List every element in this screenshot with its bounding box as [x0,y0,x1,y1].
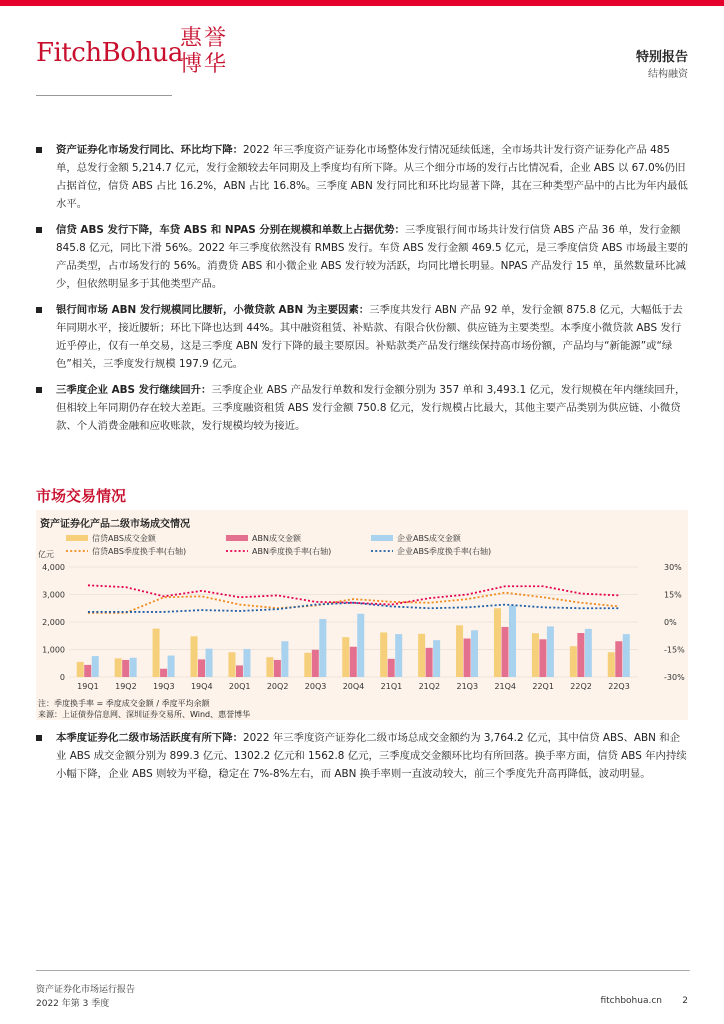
bullet-square-icon [36,307,42,313]
footer-divider [36,970,690,971]
y-tick-label: 2,000 [42,618,65,627]
key-point-lead: 银行间市场 ABN 发行规模同比腰斩，小微贷款 ABN 为主要因素： [56,304,370,316]
footer-website-link[interactable]: fitchbohua.cn [600,996,662,1006]
key-point [36,141,690,213]
bar-abn [198,659,205,677]
bar-abn [577,633,584,677]
footer-page-number: 2 [682,996,688,1006]
x-tick-label: 22Q2 [570,682,592,691]
y2-tick-label: -30% [664,673,685,682]
x-tick-label: 21Q2 [418,682,441,691]
footer-report-name: 资产证券化市场运行报告 [36,985,136,995]
key-point-lead: 资产证券化市场发行同比、环比均下降： [56,144,244,156]
x-tick-label: 22Q3 [608,682,630,691]
fitchbohua-logo-chinese [180,26,240,78]
x-tick-label: 20Q3 [304,682,327,691]
chart-source: 来源：上证债券信息网、深圳证券交易所、Wind、惠誉博华 [38,710,251,719]
bar-abn [539,639,546,677]
bar-credit-abs [342,637,349,677]
chart-notes [38,698,250,720]
bar-credit-abs [532,633,539,677]
bar-corp-abs [585,629,592,677]
secondary-market-chart [36,532,688,717]
x-tick-label: 21Q4 [494,682,517,691]
x-tick-label: 20Q1 [228,682,251,691]
bar-corp-abs [433,640,440,677]
key-point-lead: 三季度企业 ABS 发行继续回升： [56,384,212,396]
bar-abn [236,665,243,677]
bar-credit-abs [608,652,615,677]
key-point-lead: 信贷 ABS 发行下降，车贷 ABS 和 NPAS 分别在规模和单数上占据优势： [56,224,405,236]
legend-swatch [226,535,248,541]
bar-credit-abs [304,653,311,677]
bar-corp-abs [130,658,137,677]
y-tick-label: 0 [59,673,65,682]
bar-abn [122,660,129,677]
bar-corp-abs [471,630,478,677]
bar-corp-abs [92,656,99,677]
y-axis-label: 亿元 [38,550,54,559]
key-point-body: 2022 年三季度资产证券化市场整体发行情况延续低迷，全市场共计发行资产证券化产品 485 单，总发行金额 5,214.7 亿元，发行金额较去年同期及上季度均有所下降。从三个细分市场的发行占比情况看，企业 ABS 以 67.0%仍旧占据首位，信贷 ABS 占比 16.2%，ABN 占比 16.8%。三季度 ABN 发行同比和环比均显著下降，其在三种类型产品中的占比为年内最低水平。 [56,144,688,210]
report-type: 特别报告 [635,50,688,65]
bar-corp-abs [395,634,402,677]
chart-title: 资产证券化产品二级市场成交情况 [40,519,190,530]
x-tick-label: 19Q2 [115,682,137,691]
bar-corp-abs [243,649,250,677]
bar-credit-abs [418,634,425,677]
bar-corp-abs [281,641,288,677]
bar-corp-abs [623,634,630,677]
legend-swatch [371,535,393,541]
bar-credit-abs [77,662,84,677]
x-tick-label: 20Q2 [266,682,289,691]
key-point-body: 三季度共发行 ABN 产品 92 单，发行金额 875.8 亿元，大幅低于去年同期水平，接近腰斩；环比下降也达到 44%。其中融资租赁、补贴款、有限合伙份额、供应链为主要类型。本季度小微贷款 ABS 发行近乎停止，仅有一单交易，这是三季度 ABN 发行下降的最主要原因。补贴款类产品发行继续保持高市场份额，产品均与“新能源”或“绿色”相关，三季度发行规模 197.9 亿元。 [56,304,683,370]
bullet-square-icon [36,735,42,741]
bar-credit-abs [115,658,122,677]
key-point-lead: 本季度证券化二级市场活跃度有所下降： [56,732,244,744]
y2-tick-label: 30% [664,563,682,572]
fitchbohua-logo: FitchBohua [36,38,183,68]
y2-tick-label: -15% [664,645,685,655]
legend-label: ABN成交金额 [252,534,301,543]
bar-abn [501,627,508,677]
footer-period: 2022 年第 3 季度 [36,999,110,1009]
y2-tick-label: 0% [664,618,677,627]
legend-label: 企业ABS季度换手率(右轴) [397,547,492,556]
bar-corp-abs [509,606,516,678]
x-tick-label: 20Q4 [342,682,365,691]
x-tick-label: 19Q3 [153,682,175,691]
legend-label: ABN季度换手率(右轴) [252,547,332,556]
bar-credit-abs [266,657,273,677]
key-point-body: 三季度银行间市场共计发行信贷 ABS 产品 36 单，发行金额 845.8 亿元，同比下滑 56%。2022 年三季度依然没有 RMBS 发行。车贷 ABS 发行金额 469.5 亿元，是三季度信贷 ABS 市场最主要的产品类型，占市场发行的 56%。消费贷 ABS 和小微企业 ABS 发行较为活跃，均同比增长明显。NPAS 产品发行 15 单，虽然数量环比减少，但依然明显多于其他类型产品。 [56,224,689,290]
legend-label: 信贷ABS季度换手率(右轴) [92,547,187,556]
key-point [36,729,690,783]
logo-cn-line2: 博华 [180,52,229,77]
bar-corp-abs [206,649,213,677]
bar-credit-abs [456,625,463,677]
x-tick-label: 21Q3 [456,682,479,691]
key-point [36,301,690,373]
bar-abn [464,639,471,678]
y-tick-label: 1,000 [42,645,65,655]
legend-label: 企业ABS成交金额 [397,534,461,543]
key-point [36,221,690,293]
legend-swatch [66,535,88,541]
bar-credit-abs [380,632,387,677]
report-category: 结构融资 [648,69,688,80]
bar-credit-abs [570,646,577,677]
bar-abn [388,659,395,677]
bar-credit-abs [228,652,235,677]
bullet-square-icon [36,227,42,233]
bar-corp-abs [547,626,554,677]
key-point-body: 三季度企业 ABS 产品发行单数和发行金额分别为 357 单和 3,493.1 亿元，发行规模在年内继续回升，但相较上年同期仍存在较大差距。三季度融资租赁 ABS 发行金额 750.8 亿元，发行规模占比最大，其他主要产品类别为供应链、小微贷款、个人消费金融和应收账款，发行规模均较为接近。 [56,384,686,432]
key-points-list [36,141,690,443]
line-abn-turnover [88,585,619,604]
x-tick-label: 19Q4 [190,682,213,691]
logo-divider [36,95,172,96]
bullet-square-icon [36,387,42,393]
bar-corp-abs [357,614,364,677]
bar-abn [426,648,433,677]
y-tick-label: 3,000 [42,590,65,600]
section-title: 市场交易情况 [36,487,127,505]
legend-label: 信贷ABS成交金额 [92,534,156,543]
bar-corp-abs [319,619,326,677]
bar-credit-abs [153,629,160,677]
y2-tick-label: 15% [664,590,682,600]
line-corp-abs-turnover [88,603,619,612]
key-points-list-bottom [36,729,690,791]
bar-credit-abs [494,608,501,677]
top-accent-bar [0,0,724,6]
key-point [36,381,690,435]
bar-abn [274,660,281,677]
bar-corp-abs [168,656,175,677]
chart-panel [36,510,688,720]
bar-abn [615,641,622,677]
logo-cn-line1: 惠誉 [180,26,229,51]
bar-abn [84,665,91,677]
x-tick-label: 21Q1 [380,682,403,691]
chart-note: 注：季度换手率 = 季度成交金额 / 季度平均余额 [38,699,210,708]
bar-abn [312,650,319,677]
bar-abn [350,647,357,677]
x-tick-label: 19Q1 [77,682,99,691]
bar-credit-abs [191,636,198,677]
y-tick-label: 4,000 [42,563,65,572]
key-point-body: 2022 年三季度资产证券化二级市场总成交金额约为 3,764.2 亿元，其中信贷 ABS、ABN 和企业 ABS 成交金额分别为 899.3 亿元、1302.2 亿元和 1562.8 亿元，三季度成交金额环比均有所回落。换手率方面，信贷 ABS 年内持续小幅下降，企业 ABS 则较为平稳，稳定在 7%-8%左右，而 ABN 换手率则一直波动较大，前三个季度先升高再降低，波动明显。 [56,732,687,780]
bar-abn [160,669,167,677]
x-tick-label: 22Q1 [532,682,554,691]
bullet-square-icon [36,147,42,153]
